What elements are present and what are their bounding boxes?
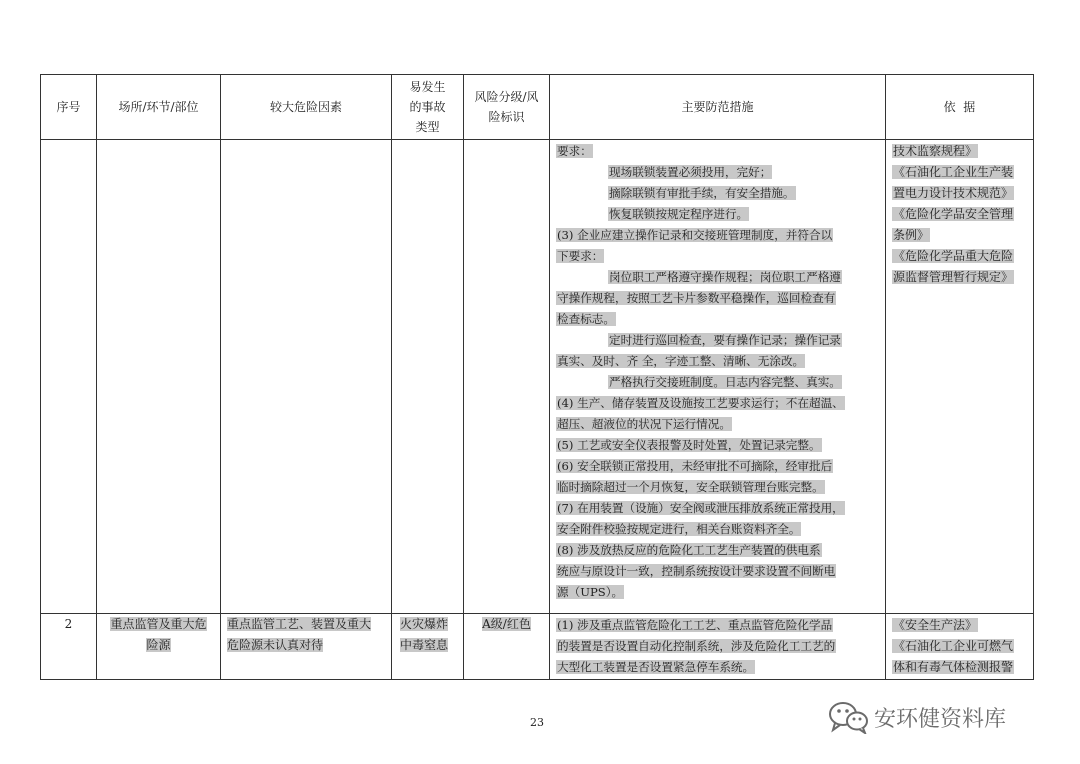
text-line bbox=[556, 436, 879, 457]
line-text: 要求： bbox=[557, 144, 592, 158]
cell-line-text: 险源 bbox=[146, 638, 171, 652]
row1-measures bbox=[550, 140, 886, 614]
text-line bbox=[556, 520, 879, 541]
line-text: 岗位职工严格遵守操作规程；岗位职工严格遵 bbox=[609, 270, 841, 284]
line-text: 摘除联锁有审批手续，有安全措施。 bbox=[609, 186, 795, 200]
cell-line bbox=[97, 635, 220, 656]
cell-line bbox=[227, 614, 391, 635]
table-row bbox=[41, 140, 1034, 614]
text-line bbox=[556, 457, 879, 478]
line-text: 源（UPS）。 bbox=[557, 585, 624, 599]
row2-place bbox=[97, 614, 221, 680]
text-line bbox=[556, 373, 879, 394]
line-text: 置电力设计技术规范》 bbox=[893, 186, 1014, 200]
text-line bbox=[892, 637, 1027, 658]
header-risk-text: 风险分级/风险标识 bbox=[474, 90, 539, 124]
text-line bbox=[556, 541, 879, 562]
line-text: (6) 安全联锁正常投用，未经审批不可摘除，经审批后 bbox=[557, 459, 833, 473]
text-line bbox=[892, 616, 1027, 637]
line-text: 临时摘除超过一个月恢复，安全联锁管理台账完整。 bbox=[557, 480, 824, 494]
row1-place bbox=[97, 140, 221, 614]
row1-seq bbox=[41, 140, 97, 614]
text-line bbox=[556, 268, 879, 289]
text-line bbox=[556, 562, 879, 583]
header-risk bbox=[464, 75, 550, 140]
text-line bbox=[556, 289, 879, 310]
header-accident-text: 易发生的事故类型 bbox=[409, 80, 446, 134]
row1-basis bbox=[886, 140, 1034, 614]
table-row bbox=[41, 614, 1034, 680]
measures-lines bbox=[550, 140, 885, 604]
line-text: 《危险化学品重大危险 bbox=[893, 249, 1014, 263]
text-line bbox=[556, 142, 879, 163]
text-line bbox=[556, 616, 879, 637]
text-line bbox=[892, 163, 1027, 184]
line-text: (4) 生产、储存装置及设施按工艺要求运行；不在超温、 bbox=[557, 396, 844, 410]
header-measures: 主要防范措施 bbox=[550, 75, 886, 140]
row2-risk bbox=[464, 614, 550, 680]
cell-line bbox=[227, 635, 391, 656]
cell-line-text: 重点监管及重大危 bbox=[110, 617, 207, 631]
line-text: 的装置是否设置自动化控制系统，涉及危险化工工艺的 bbox=[557, 639, 836, 653]
place-lines bbox=[97, 614, 220, 656]
header-place: 场所/环节/部位 bbox=[97, 75, 221, 140]
text-line bbox=[556, 637, 879, 658]
text-line bbox=[556, 415, 879, 436]
basis-lines bbox=[886, 140, 1033, 289]
line-text: 检查标志。 bbox=[557, 312, 615, 326]
text-line bbox=[892, 226, 1027, 247]
text-line bbox=[556, 394, 879, 415]
line-text: 安全附件校验按规定进行，相关台账资料齐全。 bbox=[557, 522, 801, 536]
page-number: 23 bbox=[530, 716, 544, 729]
line-text: 严格执行交接班制度。日志内容完整、真实。 bbox=[609, 375, 841, 389]
text-line bbox=[556, 247, 879, 268]
cell-line-text: 中毒窒息 bbox=[400, 638, 449, 652]
header-accident bbox=[392, 75, 464, 140]
text-line bbox=[556, 583, 879, 604]
text-line bbox=[892, 247, 1027, 268]
line-text: 真实、及时、齐 全，字迹工整、清晰、无涂改。 bbox=[557, 354, 805, 368]
row2-seq: 2 bbox=[41, 614, 97, 680]
line-text: 恢复联锁按规定程序进行。 bbox=[609, 207, 749, 221]
header-row bbox=[41, 75, 1034, 140]
line-text: (5) 工艺或安全仪表报警及时处置，处置记录完整。 bbox=[557, 438, 821, 452]
line-text: (8) 涉及放热反应的危险化工工艺生产装置的供电系 bbox=[557, 543, 821, 557]
row2-basis bbox=[886, 614, 1034, 680]
text-line bbox=[556, 205, 879, 226]
line-text: 统应与原设计一致，控制系统按设计要求设置不间断电 bbox=[557, 564, 836, 578]
row2-measures bbox=[550, 614, 886, 680]
text-line bbox=[556, 658, 879, 679]
line-text: 下要求： bbox=[557, 249, 604, 263]
line-text: 超压、超液位的状况下运行情况。 bbox=[557, 417, 731, 431]
line-text: 定时进行巡回检查，要有操作记录；操作记录 bbox=[609, 333, 841, 347]
line-text: 技术监察规程》 bbox=[893, 144, 978, 158]
watermark-text: 安环健资料库 bbox=[874, 706, 1007, 732]
cell-line-text: 危险源未认真对待 bbox=[227, 638, 324, 652]
line-text: 《危险化学品安全管理 bbox=[893, 207, 1014, 221]
line-text: 《安全生产法》 bbox=[893, 618, 978, 632]
line-text: (3) 企业应建立操作记录和交接班管理制度，并符合以 bbox=[557, 228, 833, 242]
text-line bbox=[892, 205, 1027, 226]
row1-hazard bbox=[221, 140, 392, 614]
line-text: 守操作规程，按照工艺卡片参数平稳操作，巡回检查有 bbox=[557, 291, 836, 305]
text-line bbox=[556, 499, 879, 520]
text-line bbox=[556, 352, 879, 373]
line-text: 现场联锁装置必须投用，完好； bbox=[609, 165, 772, 179]
cell-line bbox=[97, 614, 220, 635]
cell-line-text: 重点监管工艺、装置及重大 bbox=[227, 617, 372, 631]
cell-line bbox=[400, 635, 463, 656]
risk-level: A级/红色 bbox=[482, 617, 531, 631]
watermark bbox=[828, 700, 1006, 734]
row2-hazard bbox=[221, 614, 392, 680]
line-text: 条例》 bbox=[893, 228, 930, 242]
text-line bbox=[892, 142, 1027, 163]
line-text: (1) 涉及重点监管危险化工工艺、重点监管危险化学品 bbox=[557, 618, 833, 632]
text-line bbox=[892, 658, 1027, 679]
line-text: 大型化工装置是否设置紧急停车系统。 bbox=[557, 660, 755, 674]
header-basis: 依 据 bbox=[886, 75, 1034, 140]
text-line bbox=[556, 163, 879, 184]
text-line bbox=[892, 184, 1027, 205]
line-text: 《石油化工企业可燃气 bbox=[893, 639, 1014, 653]
cell-line bbox=[400, 614, 463, 635]
row1-risk bbox=[464, 140, 550, 614]
text-line bbox=[556, 331, 879, 352]
row2-accident bbox=[392, 614, 464, 680]
text-line bbox=[892, 268, 1027, 289]
accident-lines bbox=[392, 614, 463, 656]
header-seq: 序号 bbox=[41, 75, 97, 140]
text-line bbox=[556, 184, 879, 205]
basis-lines bbox=[886, 614, 1033, 679]
line-text: 源监督管理暂行规定》 bbox=[893, 270, 1014, 284]
text-line bbox=[556, 310, 879, 331]
line-text: (7) 在用装置（设施）安全阀或泄压排放系统正常投用， bbox=[557, 501, 844, 515]
text-line bbox=[556, 478, 879, 499]
line-text: 《石油化工企业生产装 bbox=[893, 165, 1014, 179]
hazard-lines bbox=[221, 614, 391, 656]
header-hazard: 较大危险因素 bbox=[221, 75, 392, 140]
hazard-table bbox=[40, 74, 1034, 680]
wechat-icon bbox=[828, 700, 870, 734]
line-text: 体和有毒气体检测报警 bbox=[893, 660, 1014, 674]
text-line bbox=[556, 226, 879, 247]
cell-line-text: 火灾爆炸 bbox=[400, 617, 449, 631]
row1-accident bbox=[392, 140, 464, 614]
measures-lines bbox=[550, 614, 885, 679]
